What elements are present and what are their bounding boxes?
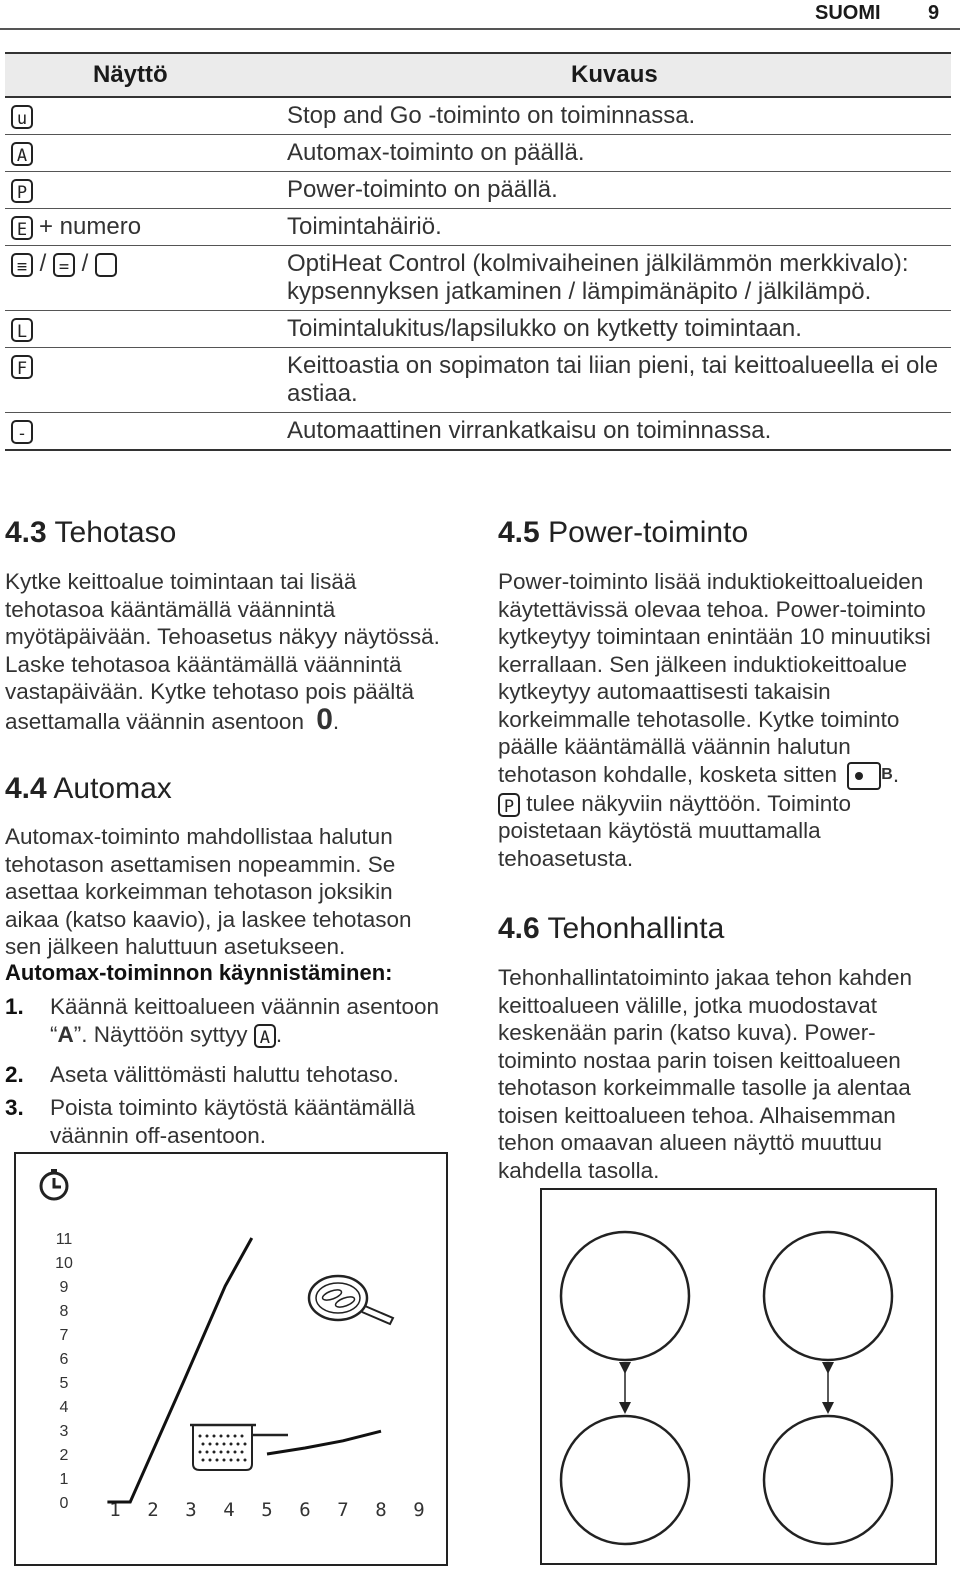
col-description-header: Kuvaus xyxy=(287,53,951,97)
page-header xyxy=(0,0,960,28)
cooking-zone-bottom-right xyxy=(764,1416,892,1544)
step-1: 1. Käännä keittoalueen väännin asentoon “A”. Näyttöön syttyy A . xyxy=(5,994,440,1048)
power-display-symbol: P xyxy=(498,793,520,817)
x-tick-label: 5 xyxy=(261,1499,273,1521)
pot-bubble xyxy=(223,1443,226,1446)
display-symbol-cell xyxy=(5,97,287,135)
pot-bubble xyxy=(237,1443,240,1446)
section-body-4-3: Kytke keittoalue toimintaan tai lisää tehotasoa kääntämällä väännintä myötäpäivään. Tehoasetus näkyy näytössä. Laske tehotasoa kääntämällä väännintä vastapäivään. Kytke tehotaso pois päältä asettamalla väännin asentoon 0. xyxy=(5,569,440,736)
section-title-4-3: 4.3 Tehotaso xyxy=(5,516,177,549)
display-symbol: _ xyxy=(95,253,117,277)
display-table-row xyxy=(5,209,951,246)
x-tick-label: 4 xyxy=(223,1499,235,1521)
display-symbol: E xyxy=(11,216,33,240)
display-symbol-cell xyxy=(5,413,287,451)
pot-bubble xyxy=(244,1443,247,1446)
pot-bubble xyxy=(230,1443,233,1446)
automax-chart-svg xyxy=(16,1154,446,1564)
display-symbol: ≡ xyxy=(11,253,33,277)
cooking-zone-top-left xyxy=(561,1232,689,1360)
pan-handle xyxy=(362,1306,393,1324)
section-title-4-5: 4.5 Power-toiminto xyxy=(498,516,749,549)
y-tick-label: 6 xyxy=(59,1351,69,1368)
y-tick-label: 4 xyxy=(59,1399,69,1416)
display-symbol-cell xyxy=(5,172,287,209)
display-table-row xyxy=(5,348,951,413)
section-title-4-6: 4.6 Tehonhallinta xyxy=(498,912,725,945)
display-symbol: = xyxy=(53,253,75,277)
x-tick-label: 9 xyxy=(413,1499,425,1521)
y-tick-label: 10 xyxy=(55,1255,73,1272)
y-tick-label: 3 xyxy=(59,1423,69,1440)
symbol-separator: / xyxy=(33,250,54,277)
display-table-row xyxy=(5,97,951,135)
pot-bubble xyxy=(206,1451,209,1454)
step-2: 2. Aseta välittömästi haluttu tehotaso. xyxy=(5,1062,399,1087)
pot-bubble xyxy=(227,1451,230,1454)
pot-bubble xyxy=(234,1435,237,1438)
pot-bubble xyxy=(199,1435,202,1438)
display-description: Keittoastia on sopimaton tai liian pieni, tai keittoalueella ei ole astiaa. xyxy=(287,348,951,413)
display-table-row xyxy=(5,172,951,209)
series-line-1 xyxy=(107,1238,251,1502)
pot-bubble xyxy=(244,1459,247,1462)
clock-hands xyxy=(54,1178,61,1187)
display-symbol-cell xyxy=(5,135,287,172)
y-tick-label: 8 xyxy=(59,1303,69,1320)
display-table-row xyxy=(5,413,951,451)
cooking-zone-bottom-left xyxy=(561,1416,689,1544)
display-symbol-cell xyxy=(5,209,287,246)
y-tick-label: 9 xyxy=(59,1279,69,1296)
display-description: Automaattinen virrankatkaisu on toiminnassa. xyxy=(287,413,951,451)
symbol-suffix: + numero xyxy=(39,213,142,240)
x-tick-label: 8 xyxy=(375,1499,387,1521)
clock-knob xyxy=(51,1169,57,1173)
zero-symbol: 0 xyxy=(316,702,333,736)
display-description: Stop and Go -toiminto on toiminnassa. xyxy=(287,97,951,135)
pot-bubble xyxy=(216,1459,219,1462)
pot-bubble xyxy=(223,1459,226,1462)
pot-bubble xyxy=(227,1435,230,1438)
automax-display-symbol: A xyxy=(254,1024,276,1048)
x-tick-label: 6 xyxy=(299,1499,311,1521)
hob-pairs-diagram xyxy=(540,1188,937,1565)
display-symbol: u xyxy=(11,105,33,129)
pot-bubble xyxy=(209,1443,212,1446)
display-description: Power-toiminto on päällä. xyxy=(287,172,951,209)
power-button-icon xyxy=(847,762,881,790)
y-tick-label: 2 xyxy=(59,1447,69,1464)
automax-subheading: Automax-toiminnon käynnistäminen: xyxy=(5,960,393,985)
pot-bubble xyxy=(220,1451,223,1454)
x-tick-label: 3 xyxy=(185,1499,197,1521)
pot-bubble xyxy=(230,1459,233,1462)
cooking-zone-top-right xyxy=(764,1232,892,1360)
display-description: OptiHeat Control (kolmivaiheinen jälkilämmön merkkivalo): kypsennyksen jatkaminen / lämpimänäpito / jälkilämpö. xyxy=(287,246,951,311)
pot-bubble xyxy=(202,1459,205,1462)
display-table xyxy=(5,52,951,451)
y-tick-label: 7 xyxy=(59,1327,69,1344)
col-display-header: Näyttö xyxy=(5,53,287,97)
pot-bubble xyxy=(241,1451,244,1454)
display-table-row xyxy=(5,246,951,311)
pot-bubble xyxy=(206,1435,209,1438)
display-description: Automax-toiminto on päällä. xyxy=(287,135,951,172)
x-tick-label: 1 xyxy=(109,1499,121,1521)
symbol-separator: / xyxy=(75,250,96,277)
section-body-4-5: Power-toiminto lisää induktiokeittoalueiden käytettävissä olevaa tehoa. Power-toiminto kytkeytyy toimintaan enintään 10 minuutiksi kerrallaan. Sen jälkeen induktiokeittoalue kytkeytyy automaattisesti takaisin korkeimmalle tehotasolle. Kytke toiminto päälle kääntämällä väännin halutun tehotason kohdalle, kosketa sitten $^B$. P tulee näkyviin näyttöön. Toiminto poistetaan käytöstä muuttamalla tehoasetusta. xyxy=(498,569,931,871)
y-tick-label: 0 xyxy=(59,1495,69,1512)
section-title-4-4: 4.4 Automax xyxy=(5,772,172,805)
section-body-4-4: Automax-toiminto mahdollistaa halutun tehotason asettamisen nopeammin. Se asettaa korkeimman tehotason joksikin aikaa (katso kaavio), ja laskee tehotason sen jälkeen haluttuun asetukseen. xyxy=(5,824,412,959)
section-body-4-6: Tehonhallintatoiminto jakaa tehon kahden keittoalueen välille, jotka muodostavat keskenään parin (katso kuva). Power-toiminto nostaa parin toisen keittoalueen tehotason korkeimmalle tasolle ja alentaa toisen keittoalueen tehoa. Alhaisemman tehon omaavan alueen näyttö muuttuu kahdella tasolla. xyxy=(498,965,913,1183)
pot-bubble xyxy=(213,1451,216,1454)
pot-bubble xyxy=(216,1443,219,1446)
pot-icon xyxy=(193,1425,252,1470)
y-tick-label: 11 xyxy=(55,1231,73,1248)
display-symbol-cell xyxy=(5,246,287,311)
pot-bubble xyxy=(199,1451,202,1454)
step-3: 3. Poista toiminto käytöstä kääntämällä väännin off-asentoon. xyxy=(5,1095,416,1148)
x-tick-label: 7 xyxy=(337,1499,349,1521)
display-description: Toimintalukitus/lapsilukko on kytketty toimintaan. xyxy=(287,311,951,348)
display-table-row xyxy=(5,135,951,172)
pot-bubble xyxy=(202,1443,205,1446)
y-tick-label: 5 xyxy=(59,1375,69,1392)
language-label: SUOMI xyxy=(815,2,881,24)
display-symbol: P xyxy=(11,179,33,203)
header-rule xyxy=(0,28,960,30)
automax-chart xyxy=(14,1152,448,1566)
display-table-row xyxy=(5,311,951,348)
x-tick-label: 2 xyxy=(147,1499,159,1521)
pot-bubble xyxy=(209,1459,212,1462)
display-symbol-cell xyxy=(5,348,287,413)
display-symbol: F xyxy=(11,355,33,379)
display-description: Toimintahäiriö. xyxy=(287,209,951,246)
pot-bubble xyxy=(241,1435,244,1438)
pot-bubble xyxy=(213,1435,216,1438)
display-symbol: A xyxy=(11,142,33,166)
display-symbol: L xyxy=(11,318,33,342)
pot-bubble xyxy=(234,1451,237,1454)
hob-diagram-svg xyxy=(542,1190,935,1563)
page-number: 9 xyxy=(928,2,940,24)
pot-bubble xyxy=(220,1435,223,1438)
pot-bubble xyxy=(237,1459,240,1462)
display-symbol: - xyxy=(11,420,33,444)
y-tick-label: 1 xyxy=(59,1471,69,1488)
display-symbol-cell xyxy=(5,311,287,348)
